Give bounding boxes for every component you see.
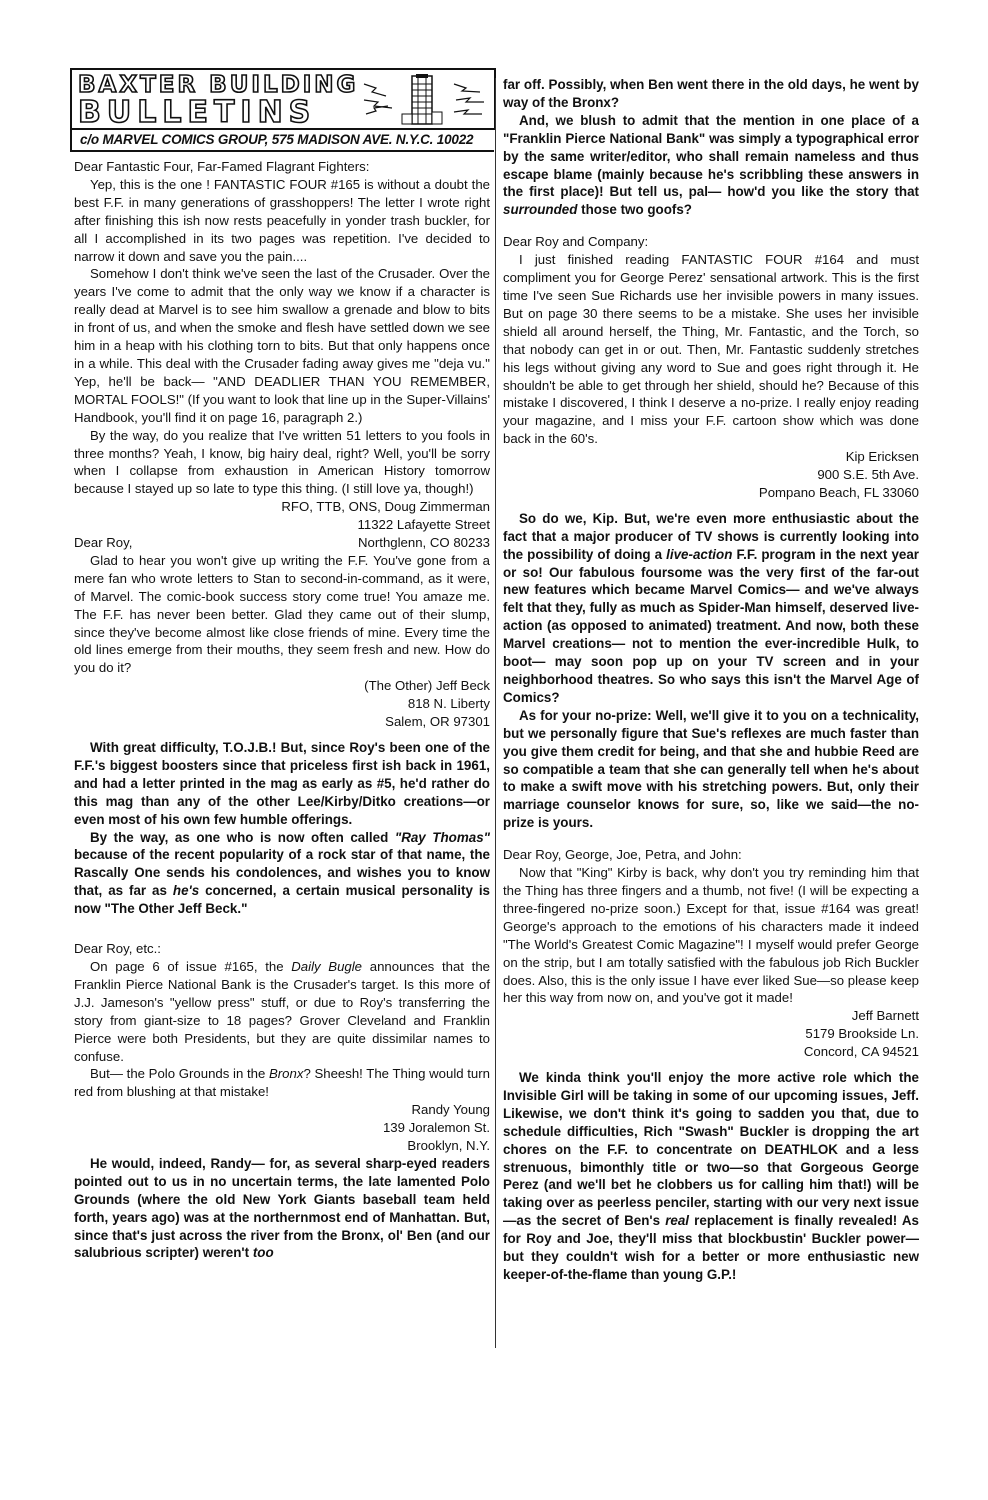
letter-paragraph: But— the Polo Grounds in the Bronx? Sheesh! The Thing would turn red from blushing at that mistake! [74, 1066, 490, 1100]
lightning-right-icon [450, 78, 490, 118]
letter-paragraph: On page 6 of issue #165, the Daily Bugle announces that the Franklin Pierce National Bank is the Crusader's target. Is this more of J.J. Jameson's "yellow press" stuff, or due to Roy's transferring the story from giant-size to 18 pages? Grover Cleveland and Franklin Pierce were both Presidents, but they are quite dissimilar names to confuse. [74, 958, 490, 1064]
letter-city: Concord, CA 94521 [803, 1044, 919, 1060]
masthead-title-line2: BULLETINS [78, 95, 317, 130]
editor-reply: far off. Possibly, when Ben went there in the old days, he went by way of the Bronx? [503, 77, 919, 110]
letter-paragraph: By the way, do you realize that I've written 51 letters to you fools in three months? Yeah, I know, big hairy deal, right? Well, you'll be sorry when I collapse from exhaustion in American History tomorrow because I stayed up so late to type this thing. (I still love ya, though!) [74, 427, 490, 497]
masthead-logo-box [70, 68, 496, 130]
letter-address: 139 Joralemon St. [382, 1120, 490, 1136]
editor-reply: As for your no-prize: Well, we'll give it to you on a technicality, but we personally figure that Sue's reflexes are much faster than you give them credit for being, and that she and hubbie Reed are so compatible a team that she can generally tell when he's about to make a swift move with his stretching powers. But, only their marriage counselor knows for sure, so, like we said—the no-prize is yours. [503, 707, 919, 831]
editor-reply: He would, indeed, Randy— for, as several sharp-eyed readers pointed out to us in no uncertain terms, the late lamented Polo Grounds (where the old New York Giants baseball team held forth, years ago) was at the northernmost end of Manhattan. But, since that's just across the river from the Bronx, ol' Ben (and our salubrious scripter) weren't too [74, 1155, 490, 1261]
lightning-left-icon [362, 78, 396, 118]
building-icon [398, 74, 446, 126]
letter-paragraph: Somehow I don't think we've seen the last of the Crusader. Over the years I've come to admit that the only way we know if a character is really dead at Marvel is to see him swallow a grenade and blow to bits in front of us, and when the smoke and flesh have settled down we see him in a heap with his clothing torn to bits. But that only happens once in a while. This deal with the Crusader fading away gives me "deja vu." Yep, he'll be back— "AND DEADLIER THAN YOU REMEMBER, MORTAL FOOLS!" (If you want to look that line up in the Super-Villains' Handbook, you'll find it on page 16, paragraph 2.) [74, 266, 490, 425]
letter-signature: (The Other) Jeff Beck [364, 678, 490, 694]
letter-salutation: Dear Roy and Company: [503, 234, 649, 250]
masthead-address: c/o MARVEL COMICS GROUP, 575 MADISON AVE. N.Y.C. 10022 [70, 128, 494, 152]
letter-address: 900 S.E. 5th Ave. [817, 467, 919, 483]
letter-paragraph: Yep, this is the one ! FANTASTIC FOUR #165 is without a doubt the best F.F. in many generations of grasshoppers! The letter I wrote right after finishing this ish now rests peacefully in yonder trash buckler, for all I accomplished in its two pages was repetition. I've decided to narrow it down and save you the pain.... [74, 176, 490, 264]
letter-paragraph: Now that "King" Kirby is back, why don't you try reminding him that the Thing has three fingers and a thumb, not five! (I will be expecting a three-fingered no-prize soon.) Except for that, issue #164 was great! George's approach to the emotions of his characters made it indeed "The World's Greatest Comic Magazine"! I myself would prefer George on the strip, but I am totally satisfied with the fabulous job Rich Buckler does. Also, this is the only issue I have ever liked Sue—so please keep her this way from now on, and you've got it made! [503, 865, 919, 1006]
right-column [503, 76, 919, 1284]
editor-reply: We kinda think you'll enjoy the more active role which the Invisible Girl will be taking in some of our upcoming issues, Jeff. Likewise, we don't think it's going to sadden you that, due to schedule difficulties, Rich "Swash" Buckler is dropping the art chores on the F.F. to concentrate on DEATHLOK and a less strenuous, bimonthly title or two—so that Gorgeous George Perez (and we'll bet he clobbers us for calling him that!) will be taking over as peerless penciler, starting with our very next issue—as the secret of Ben's real replacement is finally revealed! As for Roy and Joe, they'll miss that blockbustin' Buckler power—but they couldn't wish for a better or more enthusiastic new keeper-of-the-flame than young G.P.! [503, 1070, 919, 1282]
letter-city: Brooklyn, N.Y. [407, 1138, 490, 1154]
letter-address: 818 N. Liberty [407, 696, 490, 712]
letter-paragraph: I just finished reading FANTASTIC FOUR #164 and must compliment you for George Perez' sensational artwork. This is the first time I've seen Sue Richards use her invisible powers in many issues. But on page 30 there seems to be a mistake. She uses her invisible shield all around herself, the Thing, Mr. Fantastic, and the Torch, so that nobody can get in or out. Then, Mr. Fantastic suddenly stretches his legs without giving any word to Sue and goes right through it. He shouldn't be able to get through her shield, should he? Because of this mistake I discovered, I think I deserve a no-prize. I really enjoy reading your magazine, and I miss your F.F. cartoon show which was done back in the 60's. [503, 252, 919, 447]
letter-salutation: Dear Roy, etc.: [74, 941, 161, 957]
letter-address: 5179 Brookside Ln. [805, 1026, 919, 1042]
editor-reply: And, we blush to admit that the mention in one place of a "Franklin Pierce National Bank" was simply a typographical error by the same writer/editor, who shall remain nameless and thus escape blame (mainly because he's scribbling these answers in the first place)! But tell us, pal— how'd you like the story that surrounded those two goofs? [503, 112, 919, 218]
letter-signature: Randy Young [411, 1102, 490, 1118]
masthead [70, 68, 494, 158]
editor-reply: By the way, as one who is now often called "Ray Thomas" because of the recent popularity of a rock star of that name, the Rascally One sends his condolences, and wishes you to know that, as far as he's concerned, a certain musical personality is now "The Other Jeff Beck." [74, 829, 490, 917]
letter-city: Northglenn, CO 80233 [358, 535, 490, 551]
letter-salutation: Dear Roy, George, Joe, Petra, and John: [503, 847, 742, 863]
editor-reply: With great difficulty, T.O.J.B.! But, since Roy's been one of the F.F.'s biggest boosters since that priceless first ish back in 1961, and had a letter printed in the mag as early as #5, he'd rather do this mag than any of the other Lee/Kirby/Ditko creations—or even most of his own few humble offerings. [74, 740, 490, 827]
letter-signature: Jeff Barnett [851, 1008, 919, 1024]
editor-reply: So do we, Kip. But, we're even more enthusiastic about the fact that a major producer of TV shows is currently looking into the possibility of doing a live-action F.F. program in the next year or so! Our fabulous foursome was the very first of the far-out new features which became Marvel Comics— and we've always felt that they, fully as much as Spider-Man himself, deserved live-action (as opposed to animated) treatment. And now, both these Marvel creations— not to mention the ever-incredible Hulk, to boot— may soon pop up on your TV screen and in your neighborhood theatres. So who says this isn't the Marvel Age of Comics? [503, 510, 919, 705]
letter-salutation: Dear Roy, [74, 535, 133, 551]
letter-signature: RFO, TTB, ONS, Doug Zimmerman [281, 499, 490, 515]
letter-salutation: Dear Fantastic Four, Far-Famed Flagrant Fighters: [74, 159, 370, 174]
letter-signature: Kip Ericksen [845, 449, 919, 465]
letter-address: 11322 Lafayette Street [357, 517, 490, 533]
letter-city: Salem, OR 97301 [385, 714, 490, 730]
column-divider [495, 78, 496, 1348]
masthead-title-line1: BAXTER BUILDING [78, 72, 359, 98]
letter-paragraph: Glad to hear you won't give up writing the F.F. You've gone from a mere fan who wrote letters to Stan to second-in-command, as it were, of Marvel. The comic-book success story come true! You amaze me. The F.F. has never been better. Glad they came out of their slump, since they've become almost like close friends of mine. Every time the old lines emerge from their mouths, they seem fresh and new. How do you do it? [74, 552, 490, 676]
letter-city: Pompano Beach, FL 33060 [758, 484, 919, 500]
left-column [74, 158, 490, 1262]
